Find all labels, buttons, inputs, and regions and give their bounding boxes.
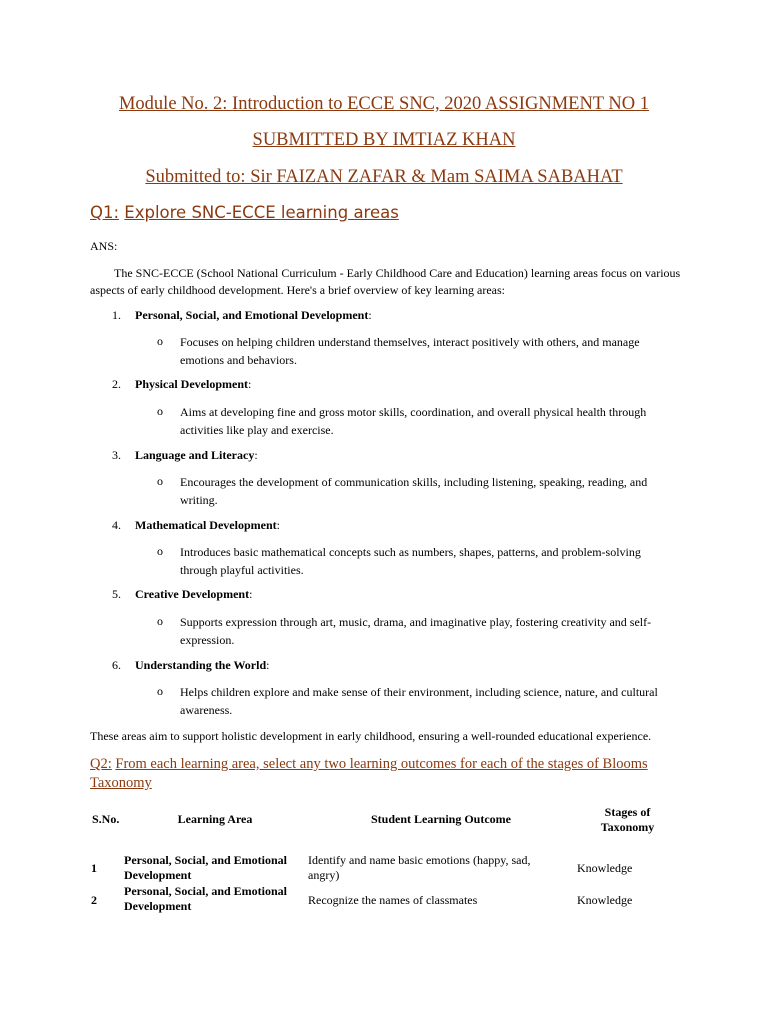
list-item-description: Encourages the development of communication skills, including listening, speaking, reading, and writing. (180, 475, 648, 507)
table-cell-outcome: Recognize the names of classmates (308, 893, 478, 907)
list-item-number: 4. (112, 518, 121, 532)
bullet-marker: o (157, 334, 163, 348)
table-header-sno: S.No. (92, 812, 120, 826)
q1-intro: The SNC-ECCE (School National Curriculum - Early Childhood Care and Education) learning areas focus on various aspects of early childhood development. Here's a brief overview of key learning areas: (90, 266, 681, 297)
q2-title: From each learning area, select any two learning outcomes for each of the stages of Blooms Taxonomy (90, 756, 648, 791)
closing-paragraph: These areas aim to support holistic development in early childhood, ensuring a well-rounded educational experience. (90, 729, 652, 743)
list-item-number: 2. (112, 377, 121, 391)
ans-label: ANS: (90, 239, 118, 253)
table-header-stage: Stages of Taxonomy (600, 805, 655, 834)
q1-heading (90, 203, 399, 222)
table-header-outcome: Student Learning Outcome (370, 812, 511, 826)
module-title: Module No. 2: Introduction to ECCE SNC, 2020 ASSIGNMENT NO 1 (118, 94, 649, 114)
q2-label: Q2: (90, 756, 112, 772)
list-item-title: Personal, Social, and Emotional Development: (135, 308, 372, 322)
bullet-marker: o (157, 614, 163, 628)
table-cell-sno: 1 (91, 861, 97, 875)
list-item-description: Supports expression through art, music, drama, and imaginative play, fostering creativity and self-expression. (180, 615, 652, 647)
list-item-number: 1. (112, 308, 121, 322)
bullet-marker: o (157, 684, 163, 698)
table-cell-area: Personal, Social, and Emotional Development (124, 853, 288, 882)
q1-label: Q1: (90, 203, 120, 222)
table-header-area: Learning Area (177, 812, 253, 826)
table-cell-area: Personal, Social, and Emotional Development (124, 884, 288, 913)
submitted-to: Submitted to: Sir FAIZAN ZAFAR & Mam SAIMA SABAHAT (145, 167, 623, 187)
list-item-description: Focuses on helping children understand themselves, interact positively with others, and manage emotions and behaviors. (180, 335, 640, 367)
bullet-marker: o (157, 474, 163, 488)
q1-title: Explore SNC-ECCE learning areas (124, 203, 399, 222)
table-cell-stage: Knowledge (577, 861, 633, 875)
q2-heading (90, 755, 690, 793)
list-item-title: Physical Development: (135, 377, 252, 391)
list-item-title: Understanding the World: (135, 658, 270, 672)
list-item-number: 6. (112, 658, 121, 672)
bullet-marker: o (157, 544, 163, 558)
bullet-marker: o (157, 404, 163, 418)
list-item-description: Aims at developing fine and gross motor skills, coordination, and overall physical health through activities like play and exercise. (180, 405, 647, 437)
list-item-description: Introduces basic mathematical concepts such as numbers, shapes, patterns, and problem-solving through playful activities. (180, 545, 641, 577)
table-cell-stage: Knowledge (577, 893, 633, 907)
table-cell-outcome: Identify and name basic emotions (happy, sad, angry) (308, 853, 531, 882)
table-cell-sno: 2 (91, 893, 97, 907)
list-item-number: 3. (112, 448, 121, 462)
list-item-description: Helps children explore and make sense of their environment, including science, nature, and cultural awareness. (180, 685, 658, 717)
submitted-by: SUBMITTED BY IMTIAZ KHAN (252, 130, 516, 150)
list-item-title: Language and Literacy: (135, 448, 258, 462)
list-item-title: Mathematical Development: (135, 518, 280, 532)
list-item-title: Creative Development: (135, 587, 253, 601)
list-item-number: 5. (112, 587, 121, 601)
